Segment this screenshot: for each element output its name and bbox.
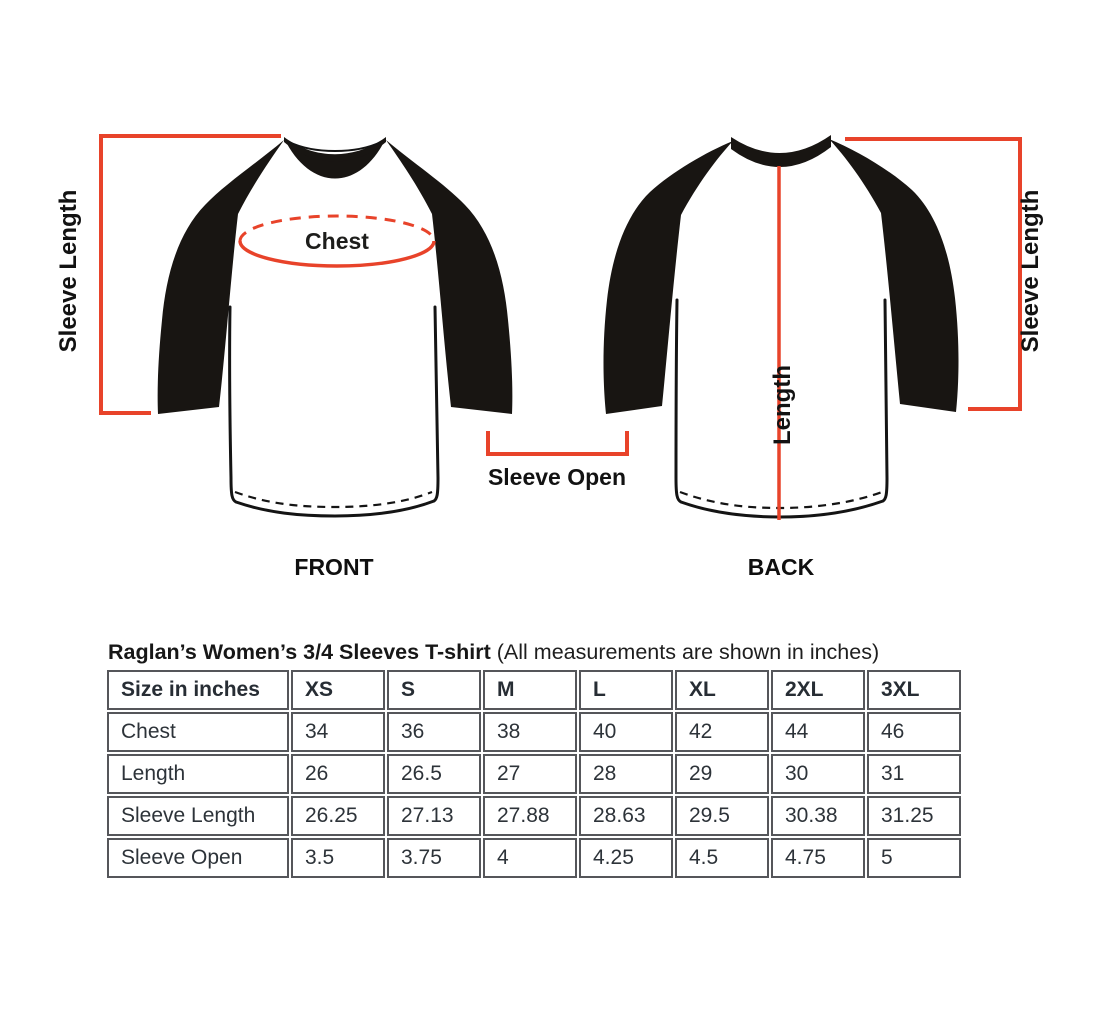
chest-label: Chest: [305, 228, 369, 254]
table-cell: 31.25: [867, 796, 961, 836]
table-row: [107, 754, 961, 794]
front-view-label: FRONT: [294, 554, 374, 580]
table-cell: 27: [483, 754, 577, 794]
table-cell: 4.75: [771, 838, 865, 878]
front-sleeve-length-label: Sleeve Length: [55, 189, 82, 353]
table-cell: 29: [675, 754, 769, 794]
table-row: [107, 838, 961, 878]
table-header-cell: 3XL: [867, 670, 961, 710]
table-cell: 42: [675, 712, 769, 752]
table-cell: 30: [771, 754, 865, 794]
table-row: [107, 712, 961, 752]
table-header-cell: Size in inches: [107, 670, 289, 710]
table-cell: 26.5: [387, 754, 481, 794]
table-title-note: (All measurements are shown in inches): [490, 640, 880, 664]
front-shirt: [158, 137, 513, 516]
table-cell: 26.25: [291, 796, 385, 836]
table-header-row: [107, 670, 961, 710]
table-cell: 34: [291, 712, 385, 752]
back-sleeve-length-label: Sleeve Length: [1017, 189, 1044, 353]
table-cell: 46: [867, 712, 961, 752]
sleeve-open-bracket: [488, 431, 627, 454]
front-body-fill: [231, 140, 438, 516]
row-label-cell: Sleeve Open: [107, 838, 289, 878]
table-cell: 3.5: [291, 838, 385, 878]
table-title: [108, 640, 1068, 665]
back-body-fill: [676, 139, 887, 517]
table-cell: 27.13: [387, 796, 481, 836]
table-cell: 4.25: [579, 838, 673, 878]
table-cell: 44: [771, 712, 865, 752]
table-cell: 4.5: [675, 838, 769, 878]
table-header-cell: XS: [291, 670, 385, 710]
table-cell: 28.63: [579, 796, 673, 836]
table-cell: 30.38: [771, 796, 865, 836]
table-cell: 28: [579, 754, 673, 794]
table-cell: 31: [867, 754, 961, 794]
table-row: [107, 796, 961, 836]
table-header-cell: L: [579, 670, 673, 710]
size-table: [105, 668, 963, 880]
table-cell: 26: [291, 754, 385, 794]
sleeve-open-label: Sleeve Open: [487, 464, 627, 490]
table-header-cell: M: [483, 670, 577, 710]
table-cell: 27.88: [483, 796, 577, 836]
table-cell: 29.5: [675, 796, 769, 836]
row-label-cell: Sleeve Length: [107, 796, 289, 836]
back-view-label: BACK: [747, 554, 815, 580]
table-title-bold: Raglan’s Women’s 3/4 Sleeves T-shirt: [108, 640, 491, 664]
back-shirt: [604, 135, 959, 517]
table-header-cell: XL: [675, 670, 769, 710]
row-label-cell: Length: [107, 754, 289, 794]
table-cell: 40: [579, 712, 673, 752]
table-cell: 38: [483, 712, 577, 752]
row-label-cell: Chest: [107, 712, 289, 752]
table-header-cell: 2XL: [771, 670, 865, 710]
table-cell: 5: [867, 838, 961, 878]
table-cell: 3.75: [387, 838, 481, 878]
table-cell: 36: [387, 712, 481, 752]
table-header-cell: S: [387, 670, 481, 710]
back-length-label: Length: [769, 365, 796, 445]
table-cell: 4: [483, 838, 577, 878]
